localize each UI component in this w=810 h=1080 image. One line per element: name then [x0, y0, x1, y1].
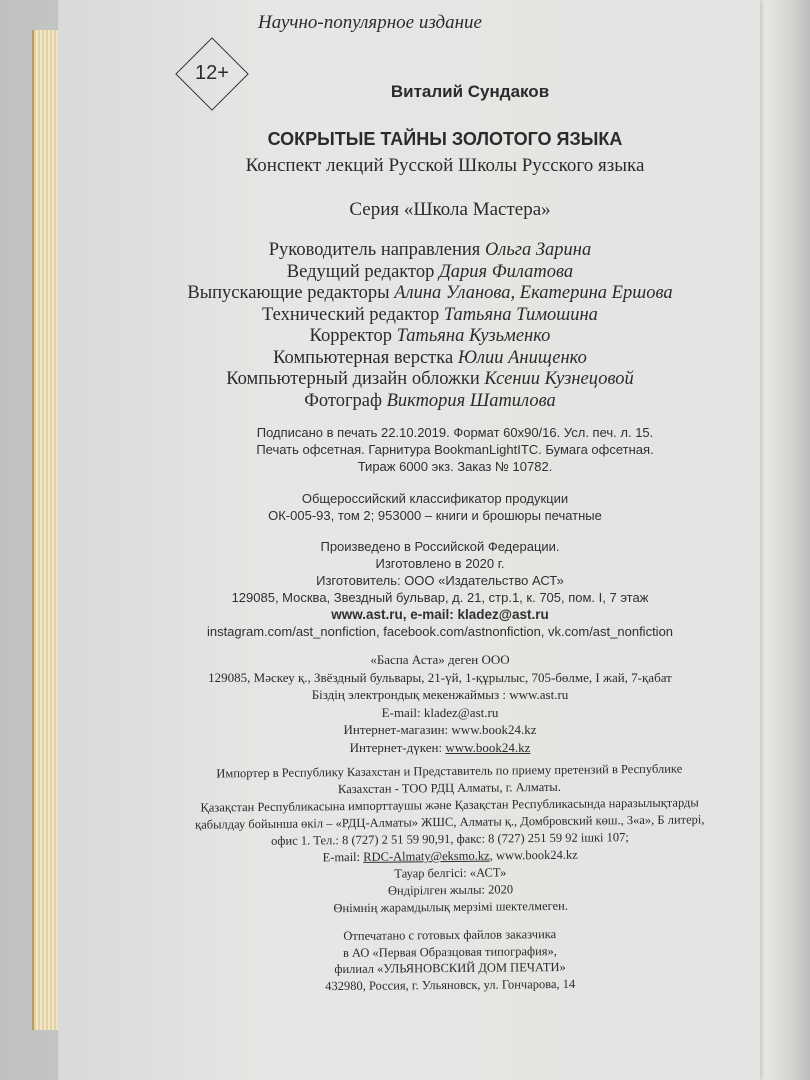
age-rating-text: 12+ [195, 62, 229, 84]
publisher-contacts: www.ast.ru, e-mail: kladez@ast.ru [331, 607, 549, 622]
credit-name: Дария Филатова [439, 261, 574, 282]
kz-trade-line: Тауар белгісі: «АСТ» [394, 865, 507, 881]
edition-type: Научно-популярное издание [257, 12, 482, 33]
kz-shop-link: www.book24.kz [445, 739, 531, 755]
credit-row [150, 348, 710, 370]
credit-name: Татьяна Тимошина [443, 304, 598, 325]
print-info-line: Тираж 6000 экз. Заказ № 10782. [357, 459, 553, 474]
kz-publisher-line: «Баспа Аста» деген ООО [370, 652, 510, 667]
kz-publisher-line: E-mail: kladez@ast.ru [381, 704, 499, 720]
credit-name: Ольга Зарина [484, 240, 592, 260]
kz-shop-label: Интернет-дүкен: [349, 739, 443, 755]
credit-row [150, 326, 710, 348]
credit-name: Татьяна Кузьменко [396, 326, 551, 346]
next-page-edge [760, 0, 810, 1080]
print-info-line: Печать офсетная. Гарнитура BookmanLightITC. Бумага офсетная. [256, 442, 654, 457]
credit-row [150, 283, 710, 305]
credit-role: Корректор [309, 326, 393, 346]
credit-row [150, 305, 710, 327]
credits-list [150, 240, 710, 412]
kz-import-line: қабылдау бойынша өкіл – «РДЦ-Алматы» ЖШС, Алматы қ., Домбровский көш., 3«а», Б литері, [195, 812, 705, 832]
printer-line: в АО «Первая Образцовая типография», [342, 943, 557, 960]
kz-email-rest: , www.book24.kz [489, 847, 578, 863]
production-line: 129085, Москва, Звездный бульвар, д. 21, стр.1, к. 705, пом. I, 7 этаж [231, 590, 649, 605]
kz-import-line: офис 1. Тел.: 8 (727) 2 51 59 90,91, факс: 8 (727) 251 59 92 ішкі 107; [271, 830, 629, 848]
production-line: Изготовитель: ООО «Издательство АСТ» [316, 573, 564, 588]
classifier-line: Общероссийский классификатор продукции [301, 491, 569, 506]
credit-role: Руководитель направления [268, 240, 481, 260]
kz-import-line: Казахстан - ТОО РДЦ Алматы, г. Алматы. [337, 779, 561, 797]
printer-line: Отпечатано с готовых файлов заказчика [343, 927, 557, 943]
credit-role: Компьютерный дизайн обложки [226, 369, 480, 389]
credit-role: Ведущий редактор [286, 261, 435, 282]
credit-role: Компьютерная верстка [273, 347, 454, 368]
credit-name: Ксении Кузнецовой [484, 369, 634, 389]
production-info [150, 538, 730, 640]
age-rating-badge [178, 40, 246, 108]
kz-importer-info [169, 760, 731, 919]
credit-role: Выпускающие редакторы [187, 283, 390, 303]
printer-info [230, 925, 671, 995]
social-links: instagram.com/ast_nonfiction, facebook.com/astnonfiction, vk.com/ast_nonfiction [206, 624, 674, 639]
kz-publisher-line: Біздің электрондық мекенжаймыз : www.ast.ru [311, 687, 569, 702]
book-series: Серия «Школа Мастера» [349, 199, 551, 220]
kz-publisher-info [180, 651, 700, 756]
credit-role: Технический редактор [262, 304, 440, 325]
credit-name: Алина Уланова, Екатерина Ершова [394, 283, 673, 303]
classifier-line: ОК-005-93, том 2; 953000 – книги и брошюры печатные [268, 508, 602, 523]
kz-shop-line [180, 739, 700, 757]
credit-name: Виктория Шатилова [386, 390, 556, 411]
kz-import-line: Импортер в Республику Казахстан и Представитель по приему претензий в Республике [216, 761, 683, 781]
production-line: Изготовлено в 2020 г. [375, 556, 505, 571]
kz-publisher-line: Интернет-магазин: www.book24.kz [343, 722, 537, 737]
kz-trade-line: Өнімнің жарамдылық мерзімі шектелмеген. [333, 898, 569, 916]
credit-name: Юлии Анищенко [457, 347, 587, 368]
credit-row [150, 262, 710, 284]
print-info-line: Подписано в печать 22.10.2019. Формат 60x90/16. Усл. печ. л. 15. [256, 425, 654, 440]
kz-email-link: RDC-Almaty@eksmo.kz [363, 848, 490, 864]
product-classifier [200, 490, 670, 524]
print-info [200, 424, 710, 475]
credit-row [150, 369, 710, 391]
printer-line: 432980, Россия, г. Ульяновск, ул. Гончарова, 14 [325, 976, 576, 993]
book-title: СОКРЫТЫЕ ТАЙНЫ ЗОЛОТОГО ЯЗЫКА [267, 129, 623, 149]
author: Виталий Сундаков [390, 82, 550, 101]
printer-line: филиал «УЛЬЯНОВСКИЙ ДОМ ПЕЧАТИ» [334, 959, 566, 977]
kz-email-label: E-mail: [322, 849, 361, 865]
kz-import-line: Қазақстан Республикасына импорттаушы және Қазақстан Республикасында наразылықтарды [200, 795, 699, 815]
credit-row [150, 391, 710, 413]
kz-publisher-line: 129085, Мәскеу қ., Звёздный бульвары, 21-үй, 1-құрылыс, 705-бөлме, I жай, 7-қабат [208, 669, 672, 685]
production-line: Произведено в Российской Федерации. [320, 539, 560, 554]
credit-row [150, 240, 710, 262]
kz-trade-line: Өндірілген жылы: 2020 [387, 882, 514, 898]
credit-role: Фотограф [304, 390, 382, 411]
book-subtitle: Конспект лекций Русской Школы Русского языка [245, 155, 645, 176]
